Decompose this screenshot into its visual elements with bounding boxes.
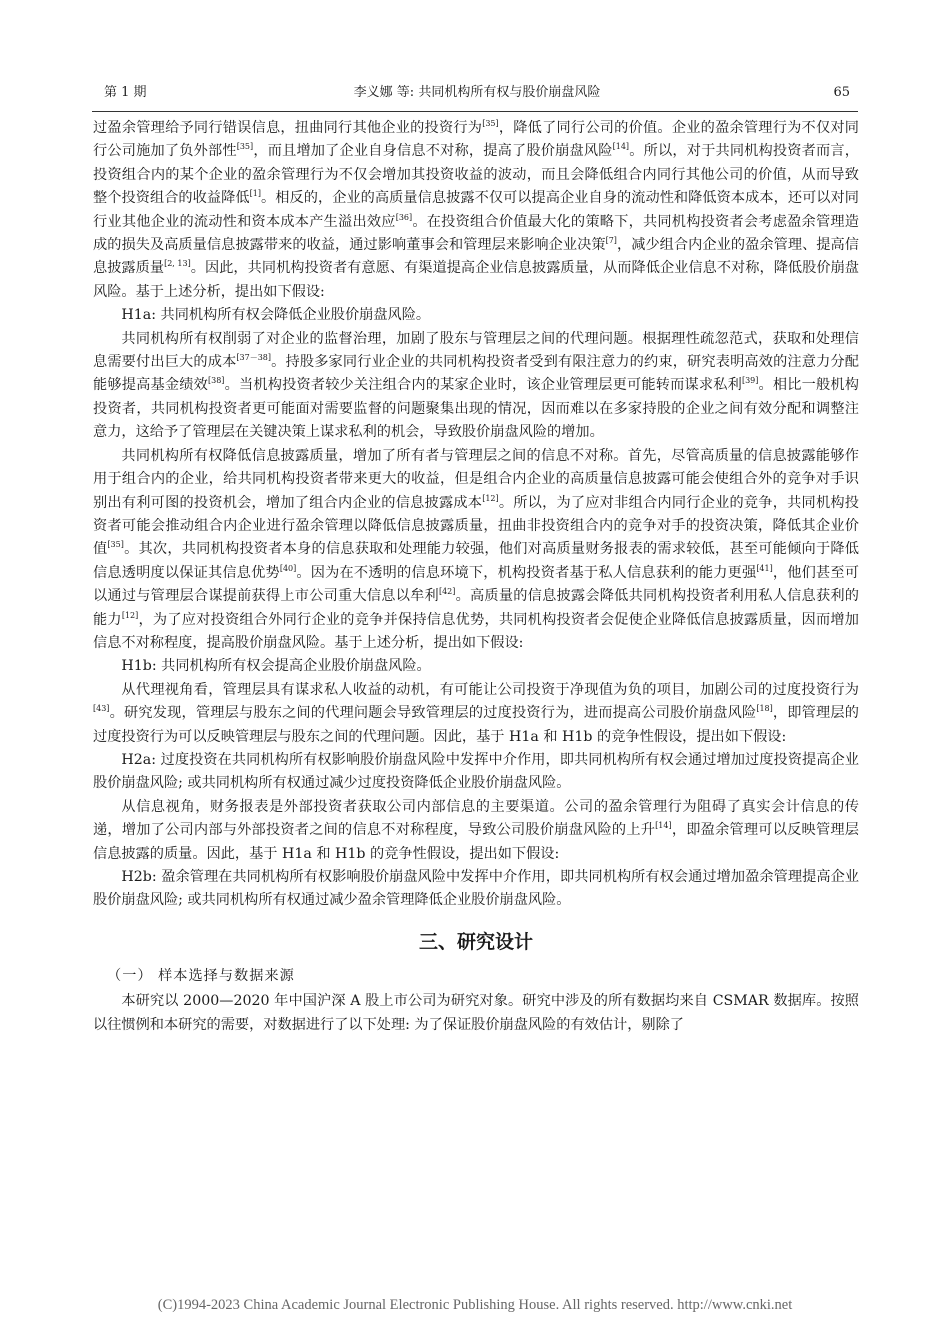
- citation: [14]: [655, 821, 672, 831]
- citation: [39]: [741, 376, 759, 386]
- issue-number: 第 1 期: [104, 85, 147, 100]
- copyright-footer: (C)1994-2023 China Academic Journal Electronic Publishing House. All rights reserved. http://www.cnki.net: [157, 1297, 793, 1313]
- citation: [1]: [249, 189, 261, 199]
- citation: [14]: [612, 142, 630, 152]
- citation: [12]: [121, 610, 139, 620]
- section-heading: 三、研究设计: [418, 930, 533, 953]
- paragraph: 过盈余管理给予同行错误信息，扭曲同行其他企业的投资行为[35]，降低了同行公司的价值。企业的盈余管理行为不仅对同行公司施加了负外部性[35]，而且增加了企业自身信息不对称，提高了股价崩盘风险[14]。所以，对于共同机构投资者而言，投资组合内的某个企业的盈余管理行为不仅会增加其投资收益的波动，而且会降低组合内同行其他公司的价值，从而导致整个投资组合的收益降低[1]。相反的，企业的高质量信息披露不仅可以提高企业自身的流动性和降低资本成本，还可以对同行业其他企业的流动性和资本成本产生溢出效应[36]。在投资组合价值最大化的策略下，共同机构投资者会考虑盈余管理造成的损失及高质量信息披露带来的收益，通过影响董事会和管理层来影响企业决策[7]，减少组合内企业的盈余管理、提高信息披露质量[2, 13]。因此，共同机构投资者有意愿、有渠道提高企业信息披露质量，从而降低企业信息不对称，降低股价崩盘风险。基于上述分析，提出如下假设:: [93, 119, 859, 300]
- article-body: [93, 117, 859, 1037]
- paragraph: 共同机构所有权降低信息披露质量，增加了所有者与管理层之间的信息不对称。首先，尽管高质量的信息披露能够作用于组合内的企业，给共同机构投资者带来更大的收益，但是组合内企业的高质量信息披露可能会使组合外的竞争对手识别出有利可图的投资机会，增加了组合内企业的信息披露成本[12]。所以，为了应对非组合内同行企业的竞争，共同机构投资者可能会推动组合内企业进行盈余管理以降低信息披露质量，扭曲非投资组合内的竞争对手的投资决策，降低其企业价值[35]。其次，共同机构投资者本身的信息获取和处理能力较强，他们对高质量财务报表的需求较低，甚至可能倾向于降低信息透明度以保证其信息优势[40]。因为在不透明的信息环境下，机构投资者基于私人信息获利的能力更强[41]，他们甚至可以通过与管理层合谋提前获得上市公司重大信息以牟利[42]。高质量的信息披露会降低共同机构投资者利用私人信息获利的能力[12]，为了应对投资组合外同行企业的竞争并保持信息优势，共同机构投资者会促使企业降低信息披露质量，因而增加信息不对称程度，提高股价崩盘风险。基于上述分析，提出如下假设:: [93, 447, 859, 651]
- citation: [36]: [395, 212, 413, 222]
- citation: [7]: [605, 236, 617, 246]
- hypothesis-h1b: H1b: 共同机构所有权会提高企业股价崩盘风险。: [121, 658, 431, 675]
- citation: [42]: [438, 587, 456, 597]
- hypothesis-h2a: H2a: 过度投资在共同机构所有权影响股价崩盘风险中发挥中介作用，即共同机构所有权会通过增加过度投资提高企业股价崩盘风险; 或共同机构所有权通过减少过度投资降低企业股价崩盘风险。: [93, 751, 859, 792]
- citation: [38]: [207, 376, 225, 386]
- paragraph: 从信息视角，财务报表是外部投资者获取公司内部信息的主要渠道。公司的盈余管理行为阻碍了真实会计信息的传递，增加了公司内部与外部投资者之间的信息不对称程度，导致公司股价崩盘风险的上升[14]，即盈余管理可以反映管理层信息披露的质量。因此，基于 H1a 和 H1b 的竞争性假设，提出如下假设:: [93, 798, 859, 862]
- header-divider: [92, 111, 858, 112]
- citation: [2, 13]: [164, 259, 191, 269]
- citation: [35]: [107, 540, 124, 550]
- citation: [37－38]: [236, 353, 272, 363]
- citation: [40]: [279, 563, 297, 573]
- page-number: 65: [833, 85, 850, 100]
- citation: [43]: [93, 704, 110, 714]
- paragraph: 从代理视角看，管理层具有谋求私人收益的动机，有可能让公司投资于净现值为负的项目，加剧公司的过度投资行为[43]。研究发现，管理层与股东之间的代理问题会导致管理层的过度投资行为，进而提高公司股价崩盘风险[18]，即管理层的过度投资行为可以反映管理层与股东之间的代理问题。因此，基于 H1a 和 H1b 的竞争性假设，提出如下假设:: [93, 681, 859, 745]
- hypothesis-h1a: H1a: 共同机构所有权会降低企业股价崩盘风险。: [121, 307, 431, 324]
- citation: [35]: [482, 119, 499, 128]
- hypothesis-h2b: H2b: 盈余管理在共同机构所有权影响股价崩盘风险中发挥中介作用，即共同机构所有权会通过增加盈余管理提高企业股价崩盘风险; 或共同机构所有权通过减少盈余管理降低企业股价崩盘风险。: [93, 869, 859, 909]
- citation: [35]: [236, 142, 254, 152]
- paragraph: 共同机构所有权削弱了对企业的监督治理，加剧了股东与管理层之间的代理问题。根据理性疏忽范式，获取和处理信息需要付出巨大的成本[37－38]。持股多家同行业企业的共同机构投资者受到有限注意力的约束，研究表明高效的注意力分配能够提高基金绩效[38]。当机构投资者较少关注组合内的某家企业时，该企业管理层更可能转而谋求私利[39]。相比一般机构投资者，共同机构投资者更可能面对需要监督的问题聚集出现的情况，因而难以在多家持股的企业之间有效分配和调整注意力，这给予了管理层在关键决策上谋求私利的机会，导致股价崩盘风险的增加。: [93, 330, 859, 441]
- citation: [18]: [756, 704, 773, 714]
- subsection-heading: （一） 样本选择与数据来源: [107, 967, 295, 984]
- running-header: [104, 82, 850, 104]
- citation: [12]: [482, 493, 499, 503]
- paragraph: 本研究以 2000—2020 年中国沪深 A 股上市公司为研究对象。研究中涉及的所有数据均来自 CSMAR 数据库。按照以往惯例和本研究的需要，对数据进行了以下处理: 为了保证股价崩盘风险的有效估计，剔除了: [93, 993, 859, 1033]
- running-title: 李义娜 等: 共同机构所有权与股价崩盘风险: [353, 85, 601, 100]
- citation: [41]: [756, 563, 773, 573]
